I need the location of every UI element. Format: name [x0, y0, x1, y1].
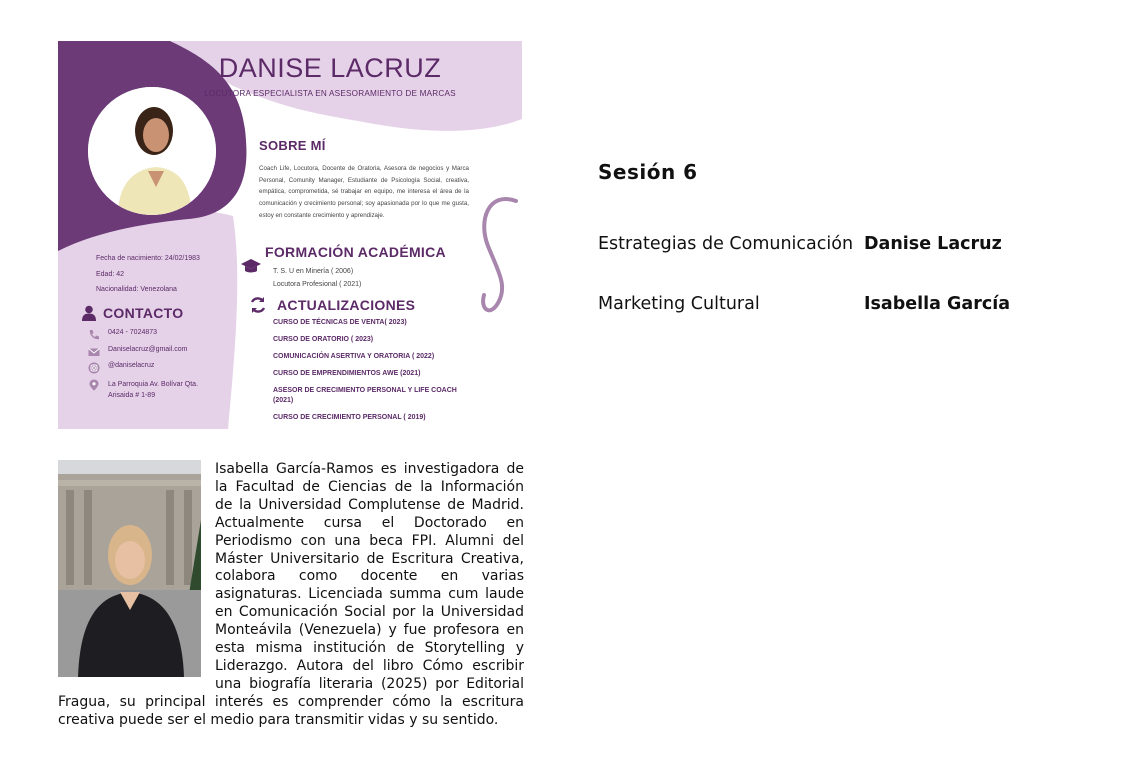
graduation-cap-icon — [240, 258, 262, 274]
refresh-icon — [249, 296, 267, 314]
update-item: CURSO DE ORATORIO ( 2023) — [273, 336, 374, 343]
updates-list — [273, 318, 473, 429]
user-icon — [82, 305, 96, 321]
instagram-handle: @daniselacruz — [108, 362, 155, 369]
email-address: Daniselacruz@gmail.com — [108, 345, 188, 353]
instagram-icon — [88, 362, 100, 374]
address-line-1: La Parroquia Av. Bolívar Qta. — [108, 380, 199, 388]
update-item: CURSO DE CRECIMIENTO PERSONAL ( 2019) — [273, 414, 426, 421]
contact-phone — [88, 329, 198, 346]
update-item: CURSO DE TÉCNICAS DE VENTA( 2023) — [273, 319, 407, 326]
session-topic: Marketing Cultural — [598, 294, 760, 314]
mail-icon — [88, 346, 100, 358]
updates-heading: ACTUALIZACIONES — [277, 297, 416, 313]
update-item: CURSO DE EMPRENDIMIENTOS AWE (2021) — [273, 370, 421, 377]
profile-photo — [88, 87, 216, 215]
contact-instagram — [88, 362, 198, 379]
cv-subtitle: LOCUTORA ESPECIALISTA EN ASESORAMIENTO DE MARCAS — [204, 89, 456, 98]
age: Edad: 42 — [96, 270, 125, 278]
nationality: Nacionalidad: Venezolana — [96, 286, 177, 293]
session-title: Sesión 6 — [598, 160, 698, 184]
phone-number: 0424 - 7024873 — [108, 329, 158, 336]
contact-heading: CONTACTO — [103, 305, 184, 321]
about-text: Coach Life, Locutora, Docente de Oratoria, Asesora de negocios y Marca Personal, Comunity Manager, Estudiante de Psicología Social, creativa, empática, comprometida, sé trabajar en equipo, me interesa el área de la comunicación y crecimiento personal; soy apasionada por lo que me gusta, estoy en constante crecimiento y aprendizaje. — [259, 165, 469, 219]
phone-icon — [88, 329, 100, 341]
education-item: T. S. U en Minería ( 2006) — [273, 268, 354, 275]
contact-address — [88, 379, 198, 401]
education-item: Locutora Profesional ( 2021) — [273, 281, 362, 288]
session-speaker: Isabella García — [864, 294, 1011, 314]
education-list — [273, 265, 361, 291]
session-topic: Estrategias de Comunicación — [598, 234, 854, 254]
education-heading: FORMACIÓN ACADÉMICA — [265, 244, 446, 260]
location-icon — [88, 379, 100, 391]
address-line-2: Arisaida # 1-89 — [108, 391, 156, 399]
contact-list — [88, 329, 198, 401]
cv-card — [58, 41, 522, 429]
cv-name: DANISE LACRUZ — [218, 53, 442, 83]
about-heading: SOBRE MÍ — [259, 138, 326, 153]
personal-info — [96, 251, 200, 298]
session-speaker: Danise Lacruz — [864, 234, 1002, 254]
contact-email — [88, 346, 198, 363]
bio-text — [58, 461, 524, 730]
update-item: ASESOR DE CRECIMIENTO PERSONAL Y LIFE COACH (2021) — [273, 387, 457, 404]
update-item: COMUNICACIÓN ASERTIVA Y ORATORIA ( 2022) — [273, 353, 435, 360]
birth-date: Fecha de nacimiento: 24/02/1983 — [96, 255, 200, 262]
bio-paragraph: Isabella García-Ramos es investigadora de la Facultad de Ciencias de la Información de la Universidad Complutense de Madrid. Actualmente cursa el Doctorado en Periodismo con una beca FPI. Alumni del Máster Universitario de Escritura Creativa, colabora como docente en varias asignaturas. Licenciada summa cum laude en Comunicación Social por la Universidad Monteávila (Venezuela) y fue profesora en esta misma institución de Storytelling y Liderazgo. Autora del libro Cómo escribir una biografía literaria (2025) por Editorial Fragua, su principal interés es comprender cómo la escritura creativa puede ser el medio para transmitir vidas y su sentido. — [58, 461, 524, 728]
